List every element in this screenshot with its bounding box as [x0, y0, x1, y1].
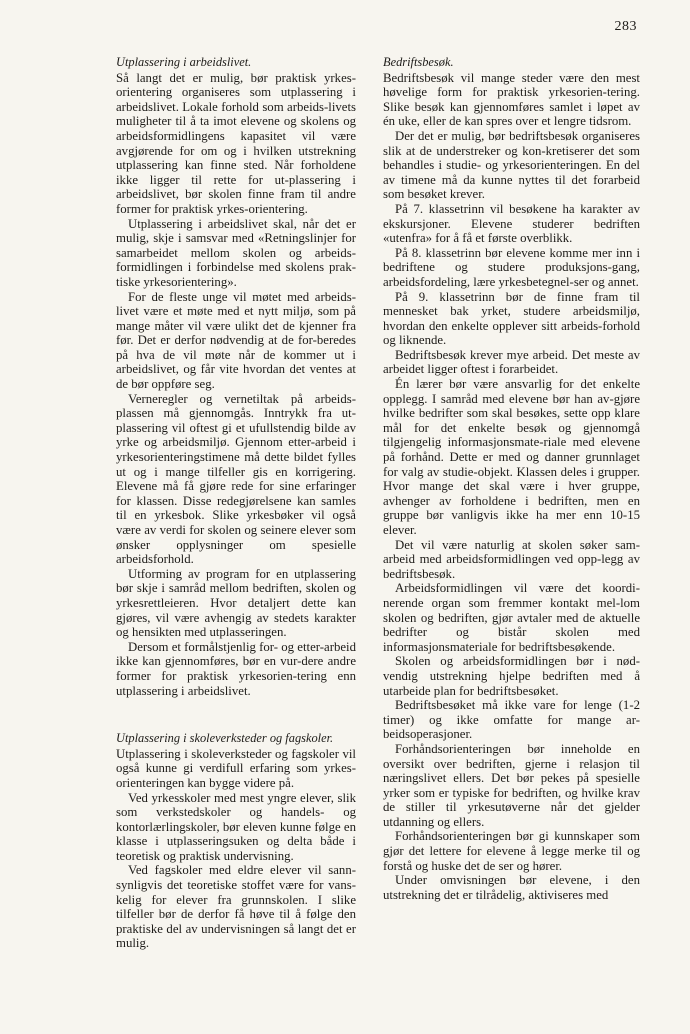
- section-utplassering-arbeidslivet: [116, 55, 356, 698]
- paragraph: På 7. klassetrinn vil besøkene ha karakter av ekskursjoner. Elevene studerer bedriften «utenfra» for å få et første overblikk.: [383, 201, 640, 246]
- paragraph: Forhåndsorienteringen bør inneholde en oversikt over bedriften, gjerne i relasjon til næringslivet ellers. Det bør pekes på spesielle yrker som er typiske for bedriften, og hvilke krav de stiller til yrkesutøverne når det gjelder utdanning og ellers.: [383, 741, 640, 829]
- paragraph: Bedriftsbesøk vil mange steder være den mest høvelige form for praktisk yrkesorien-tering. Slike besøk kan gjennomføres samlet i løpet av én uke, eller de kan spres over et lengre tidsrom.: [383, 70, 640, 129]
- left-column: [116, 55, 356, 951]
- right-column: [383, 55, 640, 902]
- paragraph: Utforming av program for en utplassering bør skje i samråd mellom bedriften, skolen og yrkesrettleieren. Hvor detaljert dette kan gjøres, vil være avhengig av stedets karakter og hensikten med utplasseringen.: [116, 566, 356, 640]
- paragraph: Verneregler og vernetiltak på arbeids-plassen må gjennomgås. Inntrykk fra ut-plassering vil oftest gi et ufullstendig bilde av yrke og arbeidsmiljø. Gjennom etter-arbeid i yrkesorienteringstimene må dette bildet fylles ut og i mange tilfeller gis en korrigering. Elevene må få gjøre rede for sine erfaringer for klassen. Disse redegjørelsene kan samles til en yrkesbok. Slike yrkesbøker vil også være av verdi for skolen og seinere elever som ønsker opplysninger om spesielle arbeidsforhold.: [116, 391, 356, 567]
- paragraph: Skolen og arbeidsformidlingen bør i nød-vendig utstrekning hjelpe bedriften med å utarbeide plan for bedriftsbesøket.: [383, 654, 640, 698]
- paragraph: Der det er mulig, bør bedriftsbesøk organiseres slik at de understreker og kon-kretiserer det som behandles i studie- og yrkesorienteringen. En del av timene må da kunne nyttes til det forarbeid som besøket krever.: [383, 128, 640, 202]
- paragraph: Arbeidsformidlingen vil være det koordi-nerende organ som fremmer kontakt mel-lom skolen og bedriften, gjør avtaler med de aktuelle bedrifter og bistår skolen med informasjonsmateriale for bedriftsbesøkende.: [383, 581, 640, 654]
- paragraph: Dersom et formålstjenlig for- og etter-arbeid ikke kan gjennomføres, bør en vur-dere andre former for praktisk yrkesorien-tering enn utplassering i arbeidslivet.: [116, 639, 356, 698]
- paragraph: På 9. klassetrinn bør de finne fram til mennesket bak yrket, studere arbeidsmiljø, hvordan den enkelte opplever sitt arbeids-forhold og liknende.: [383, 289, 640, 348]
- paragraph: På 8. klassetrinn bør elevene komme mer inn i bedriftene og studere produksjons-gang, arbeidsfordeling, lære yrkesbetegnel-ser og annet.: [383, 245, 640, 289]
- paragraph: Én lærer bør være ansvarlig for det enkelte opplegg. I samråd med elevene bør han av-gjøre hvilke bedrifter som skal besøkes, sette opp klare mål for det enkelte besøk og gjennomgå tilgjengelig informasjonsmate-riale med elevene på forhånd. Dette er med og danner grunnlaget for valg av studie-objekt. Klassen deles i grupper. Hvor mange det skal være i hver gruppe, avhenger av forholdene i bedriften, men en gruppe bør vanligvis ikke ha mer enn 10-15 elever.: [383, 377, 640, 537]
- paragraph: Bedriftsbesøk krever mye arbeid. Det meste av arbeidet ligger oftest i forarbeidet.: [383, 347, 640, 377]
- page-number: 283: [614, 19, 637, 34]
- paragraph: Ved fagskoler med eldre elever vil sann-synligvis det teoretiske stoffet være for vans-kelig for elever fra grunnskolen. I slike tilfeller bør de derfor få høve til å følge den praktiske del av undervisningen så langt det er mulig.: [116, 863, 356, 951]
- paragraph: Utplassering i arbeidslivet skal, når det er mulig, skje i samsvar med «Retningslinjer for samarbeidet mellom skolen og arbeids-formidlingen i forbindelse med skolens prak-tiske yrkesorientering».: [116, 216, 356, 289]
- paragraph: Utplassering i skoleverksteder og fagskoler vil også kunne gi verdifull erfaring som yrkes-orienteringen kan bygge videre på.: [116, 746, 356, 790]
- section-utplassering-skoleverksteder: [116, 731, 356, 951]
- paragraph: Under omvisningen bør elevene, i den utstrekning det er tilrådelig, aktiviseres med: [383, 873, 640, 902]
- paragraph: Det vil være naturlig at skolen søker sam-arbeid med arbeidsformidlingen ved opp-legg av bedriftsbesøk.: [383, 537, 640, 581]
- paragraph: For de fleste unge vil møtet med arbeids-livet være et møte med et nytt miljø, som på mange måter vil være ulikt det de kjenner fra før. Det er derfor nødvendig at de for-beredes på hva de vil møte når de kommer ut i arbeidslivet, og får vite hvordan det ventes at de bør oppføre seg.: [116, 289, 356, 392]
- paragraph: Bedriftsbesøket må ikke vare for lenge (1-2 timer) og ikke omfatte for mange ar-beidsoperasjoner.: [383, 698, 640, 742]
- paragraph: Så langt det er mulig, bør praktisk yrkes-orientering organiseres som utplassering i arbeidslivet. Lokale forhold som arbeids-livets muligheter til å ta imot elevene og skolens og arbeidsformidlingens kapasitet vil være avgjørende for om og i hvilken utstrekning utplassering kan finne sted. Når forholdene ikke ligger til rette for ut-plassering i arbeidslivet, bør skolen finne fram til andre former for praktisk yrkes-orientering.: [116, 70, 356, 216]
- section-heading: Utplassering i skoleverksteder og fagskoler.: [116, 731, 334, 746]
- paragraph: Ved yrkesskoler med mest yngre elever, slik som verkstedskoler og handels- og kontorlærlingskoler, bør eleven kunne følge en klasse i utplasseringsuken og delta både i teoretisk og praktisk undervisning.: [116, 790, 356, 863]
- paragraph: Forhåndsorienteringen bør gi kunnskaper som gjør det lettere for elevene å legge merke til og forstå og huske det de ser og hører.: [383, 829, 640, 873]
- section-bedriftsbesok: [383, 55, 640, 902]
- section-heading: Bedriftsbesøk.: [383, 55, 454, 69]
- section-heading: Utplassering i arbeidslivet.: [116, 55, 252, 69]
